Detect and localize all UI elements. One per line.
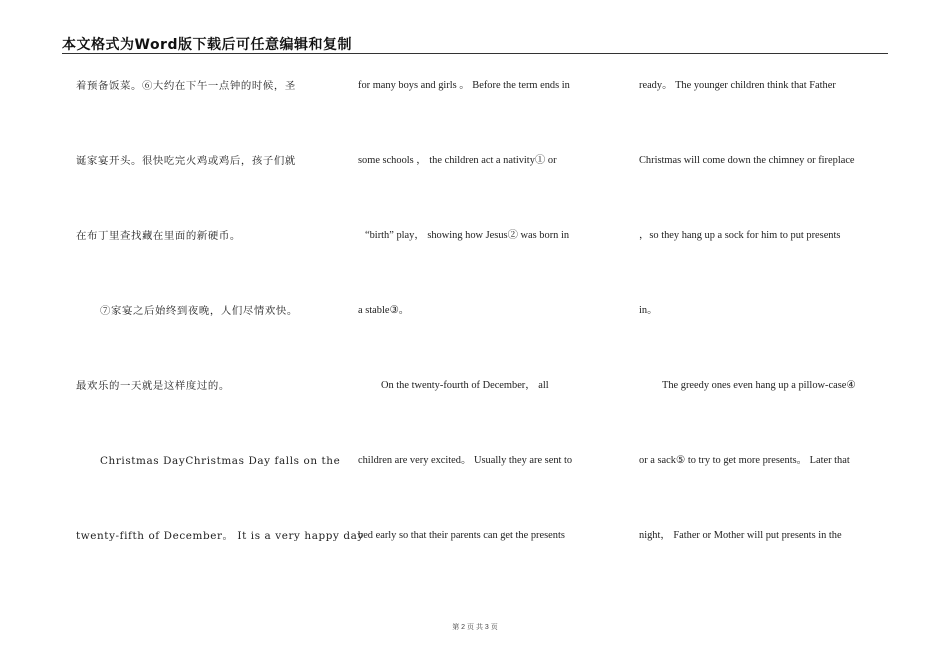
text-line: 最欢乐的一天就是这样度过的。 (76, 380, 230, 392)
page-number-footer: 第 2 页 共 3 页 (452, 624, 498, 631)
text-line: ⑦家宴之后始终到夜晚，人们尽情欢快。 (100, 305, 298, 317)
text-line: or a sack⑤ to try to get more presents。 Later that (639, 455, 850, 466)
text-line: twenty-fifth of December。 It is a very happy day (76, 530, 364, 542)
header-divider (62, 53, 888, 54)
text-line: The greedy ones even hang up a pillow-case④ (662, 380, 856, 391)
text-line: in。 (639, 305, 658, 316)
text-line: ready。 The younger children think that Father (639, 80, 836, 91)
text-line: Christmas DayChristmas Day falls on the (100, 455, 341, 467)
text-line: Christmas will come down the chimney or fireplace (639, 155, 855, 166)
text-line: 诞家宴开头。很快吃完火鸡或鸡后，孩子们就 (76, 155, 296, 167)
text-line: 着预备饭菜。⑥大约在下午一点钟的时候，圣 (76, 80, 296, 92)
text-line: “birth” play， showing how Jesus② was born in (365, 230, 570, 241)
text-line: On the twenty-fourth of December， all (381, 380, 549, 391)
page-header-title: 本文格式为Word版下载后可任意编辑和复制 (62, 37, 352, 53)
text-line: some schools ， the children act a nativity① or (358, 155, 557, 166)
text-line: ，so they hang up a sock for him to put presents (639, 230, 841, 241)
text-line: for many boys and girls 。 Before the term ends in (358, 80, 570, 91)
text-line: night， Father or Mother will put presents in the (639, 530, 842, 541)
text-line: 在布丁里查找藏在里面的新硬币。 (76, 230, 241, 242)
text-line: children are very excited。 Usually they are sent to (358, 455, 573, 466)
text-line: a stable③。 (358, 305, 410, 316)
text-line: bed early so that their parents can get the presents (358, 530, 565, 541)
